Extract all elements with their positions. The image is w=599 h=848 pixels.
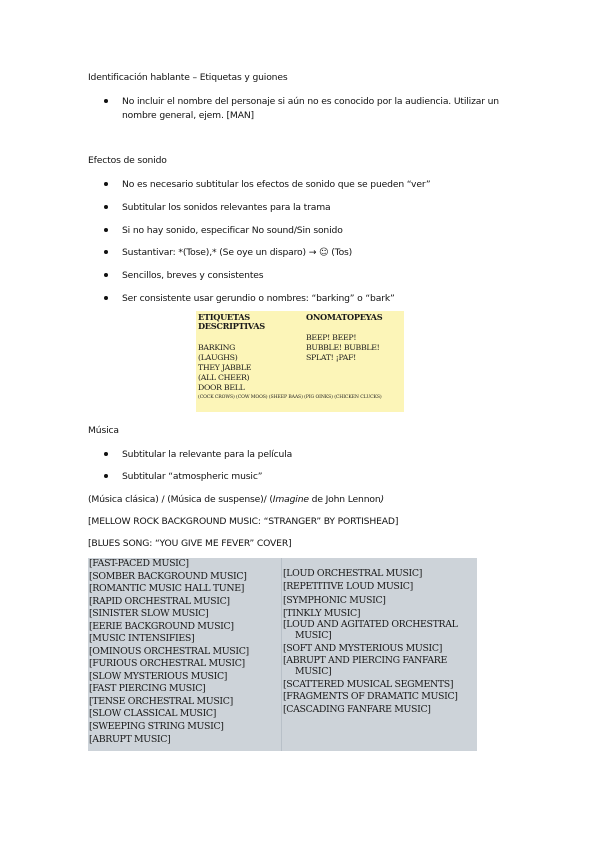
bullet-dot [104,205,108,209]
table-cell: BARKING [198,343,236,352]
bullet-text-line-2: nombre general, ejem. [MAN] [122,110,254,121]
music-label: [EERIE BACKGROUND MUSIC] [89,621,234,632]
table-cell: THEY JABBLE [198,363,252,372]
table-header-descriptivas: DESCRIPTIVAS [198,321,265,331]
music-example-2: [MELLOW ROCK BACKGROUND MUSIC: “STRANGER” BY PORTISHEAD] [88,516,399,527]
table-cell: DOOR BELL [198,383,245,392]
music-label: [ROMANTIC MUSIC HALL TUNE] [89,583,244,594]
section-heading-efectos: Efectos de sonido [88,155,167,166]
section-heading-musica: Música [88,425,119,436]
music-label: [SOFT AND MYSTERIOUS MUSIC] [283,643,443,654]
music-label: [SLOW CLASSICAL MUSIC] [89,708,217,719]
example-1-part-d: ) [380,494,384,505]
music-labels-table [88,558,477,751]
music-label: [OMINOUS ORCHESTRAL MUSIC] [89,646,249,657]
bullet-dot [104,182,108,186]
list-item: Sustantivar: *(Tose),* (Se oye un disparo) → ☺ (Tos) [122,247,353,258]
table-cell: (ALL CHEER) [198,373,250,382]
music-label: [SCATTERED MUSICAL SEGMENTS] [283,679,454,690]
music-example-1 [88,493,384,506]
bullet-dot [104,228,108,232]
table-cell: BEEP! BEEP! [306,333,357,342]
music-label: MUSIC] [295,666,332,677]
music-label: [MUSIC INTENSIFIES] [89,633,195,644]
music-example-3: [BLUES SONG: “YOU GIVE ME FEVER” COVER] [88,538,292,549]
music-label: MUSIC] [295,630,332,641]
music-label: [FAST PIERCING MUSIC] [89,683,206,694]
list-item: Subtitular “atmospheric music” [122,471,263,482]
example-1-part-c: de John Lennon [308,494,381,505]
music-label: [SINISTER SLOW MUSIC] [89,608,209,619]
list-item: Subtitular la relevante para la película [122,449,293,460]
music-label: [TINKLY MUSIC] [283,608,361,619]
bullet-dot [104,250,108,254]
section-heading-identificacion: Identificación hablante – Etiquetas y guiones [88,72,288,83]
music-label: [FURIOUS ORCHESTRAL MUSIC] [89,658,245,669]
bullet-text-line-1: No incluir el nombre del personaje si aún no es conocido por la audiencia. Utilizar un [122,96,499,107]
table-cell: BUBBLE! BUBBLE! [306,343,380,352]
table-cell: SPLAT! ¡PAF! [306,353,357,362]
bullet-dot [104,296,108,300]
list-item: No es necesario subtitular los efectos de sonido que se pueden “ver” [122,179,431,190]
list-item: Sencillos, breves y consistentes [122,270,264,281]
bullet-dot [104,273,108,277]
table-header-etiquetas: ETIQUETAS [198,312,250,322]
bullet-dot [104,474,108,478]
music-label: [REPETITIVE LOUD MUSIC] [283,581,413,592]
list-item: Subtitular los sonidos relevantes para la trama [122,202,331,213]
example-1-title: Imagine [272,494,309,505]
music-label: [SLOW MYSTERIOUS MUSIC] [89,671,228,682]
music-label: [CASCADING FANFARE MUSIC] [283,704,431,715]
list-item: Si no hay sonido, especificar No sound/Sin sonido [122,225,343,236]
sound-labels-table [196,311,404,412]
music-label: [SWEEPING STRING MUSIC] [89,721,224,732]
music-label: [LOUD AND AGITATED ORCHESTRAL [283,619,458,630]
music-label: [FRAGMENTS OF DRAMATIC MUSIC] [283,691,458,702]
music-label: [LOUD ORCHESTRAL MUSIC] [283,568,423,579]
table-header-onomatopeyas: ONOMATOPEYAS [306,312,383,322]
bullet-dot [104,99,108,103]
music-label: [FAST-PACED MUSIC] [89,558,189,569]
example-1-part-a: (Música clásica) / (Música de suspense)/ ( [88,494,273,505]
table-divider [281,558,282,751]
list-item: Ser consistente usar gerundio o nombres: “barking” o “bark” [122,293,395,304]
bullet-dot [104,452,108,456]
table-cell: (LAUGHS) [198,353,238,362]
music-label: [ABRUPT MUSIC] [89,734,171,745]
music-label: [TENSE ORCHESTRAL MUSIC] [89,696,233,707]
music-label: [ABRUPT AND PIERCING FANFARE [283,655,447,666]
music-label: [RAPID ORCHESTRAL MUSIC] [89,596,230,607]
table-footer: (COCK CROWS) (COW MOOS) (SHEEP BAAS) (PIG OINKS) (CHICKEN CLUCKS) [198,395,382,400]
music-label: [SOMBER BACKGROUND MUSIC] [89,571,247,582]
music-label: [SYMPHONIC MUSIC] [283,595,386,606]
